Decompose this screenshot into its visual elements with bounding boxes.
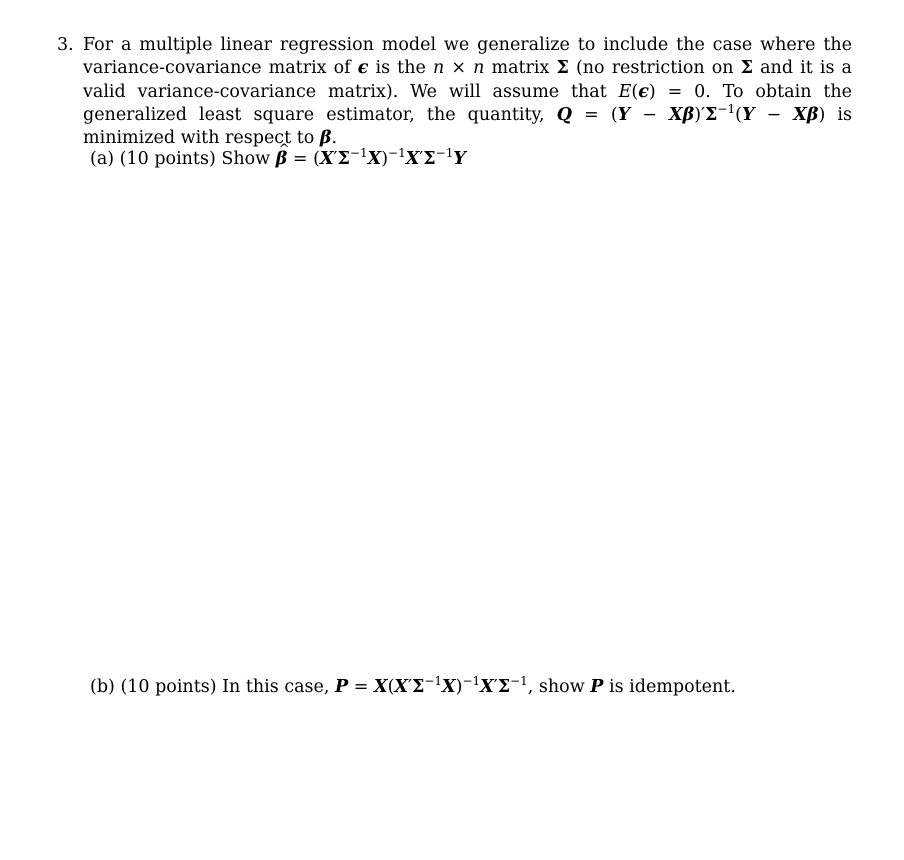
answer-space-b[interactable]	[90, 702, 850, 852]
problem-statement	[83, 34, 852, 150]
statement-text: is minimized with respect to	[83, 104, 852, 149]
sigma-symbol: Σ	[423, 149, 436, 169]
equals-symbol: = (	[571, 104, 618, 125]
show-text: Show	[221, 149, 271, 169]
part-a	[90, 148, 466, 171]
paren: (	[387, 677, 395, 697]
x-symbol: X	[442, 677, 456, 697]
beta-symbol: β	[319, 128, 332, 149]
paren-prime: )′	[694, 104, 706, 125]
n-symbol: n	[432, 58, 445, 79]
intro-text: In this case,	[222, 677, 330, 697]
problem-number: 3.	[57, 35, 74, 55]
inverse-superscript: −1	[717, 101, 736, 116]
equals-zero: ) = 0.	[648, 81, 711, 102]
problem-3	[57, 34, 852, 150]
x-symbol: X	[405, 149, 420, 169]
y-symbol: Y	[453, 149, 466, 169]
inverse-superscript: −1	[510, 674, 528, 688]
beta-hat-symbol: ^ β	[276, 148, 288, 171]
paren: )	[455, 677, 463, 697]
p-symbol: P	[590, 677, 604, 697]
statement-text: For a multiple linear regression model we generalize to include the case where the variance-covariance matrix of	[83, 35, 852, 79]
sigma-symbol: Σ	[337, 149, 350, 169]
sigma-symbol: Σ	[411, 677, 425, 697]
answer-space-a[interactable]	[90, 175, 850, 665]
statement-text: and it is a valid variance-covariance matrix). We will assume that	[83, 58, 852, 102]
x-symbol: X	[374, 677, 388, 697]
beta-symbol: β	[806, 104, 819, 125]
inverse-superscript: −1	[388, 146, 406, 160]
y-symbol: Y	[741, 104, 755, 125]
inverse-superscript: −1	[424, 674, 443, 688]
prime-symbol: ′	[493, 677, 498, 697]
beta-symbol: β	[682, 104, 695, 125]
p-symbol: P	[335, 677, 349, 697]
q-symbol: Q	[556, 104, 572, 125]
x-symbol: X	[480, 677, 494, 697]
statement-text: (no restriction on	[568, 58, 741, 79]
inverse-superscript: −1	[462, 674, 481, 688]
prime-symbol: ′	[407, 677, 412, 697]
sigma-symbol: Σ	[556, 58, 569, 79]
x-symbol: X	[394, 677, 408, 697]
points-label: (10 points)	[120, 677, 217, 697]
prime-symbol: ′	[333, 149, 338, 169]
expectation-symbol: E	[618, 81, 632, 102]
sigma-symbol: Σ	[705, 104, 718, 125]
ending-text: is idempotent.	[603, 677, 736, 697]
sigma-symbol: Σ	[497, 677, 511, 697]
statement-text: To obtain the generalized least square estimator, the quantity,	[83, 81, 852, 125]
x-symbol: X	[319, 149, 334, 169]
paren: (	[735, 104, 742, 125]
paren: )	[818, 104, 826, 125]
paren: (	[631, 81, 639, 102]
prime-symbol: ′	[419, 149, 424, 169]
show-text: , show	[527, 677, 591, 697]
minus-symbol: −	[630, 104, 670, 125]
paren: )	[381, 149, 389, 169]
statement-text: is the	[368, 58, 433, 79]
equals-symbol: =	[348, 677, 374, 697]
n-symbol: n	[473, 58, 485, 79]
inverse-superscript: −1	[435, 146, 454, 160]
x-symbol: X	[793, 104, 807, 125]
inverse-superscript: −1	[349, 146, 368, 160]
minus-symbol: −	[754, 104, 794, 125]
epsilon-symbol: ϵ	[357, 58, 369, 79]
points-label: (10 points)	[119, 149, 216, 169]
times-symbol: ×	[444, 58, 474, 79]
statement-text: matrix	[484, 58, 557, 79]
x-symbol: X	[669, 104, 683, 125]
x-symbol: X	[367, 149, 382, 169]
period: .	[331, 128, 338, 149]
equals-symbol: = (	[287, 149, 320, 169]
part-b	[90, 676, 736, 699]
part-label: (a)	[90, 149, 115, 169]
sigma-symbol: Σ	[740, 58, 754, 79]
part-label: (b)	[90, 677, 115, 697]
epsilon-symbol: ϵ	[638, 81, 649, 102]
y-symbol: Y	[617, 104, 631, 125]
